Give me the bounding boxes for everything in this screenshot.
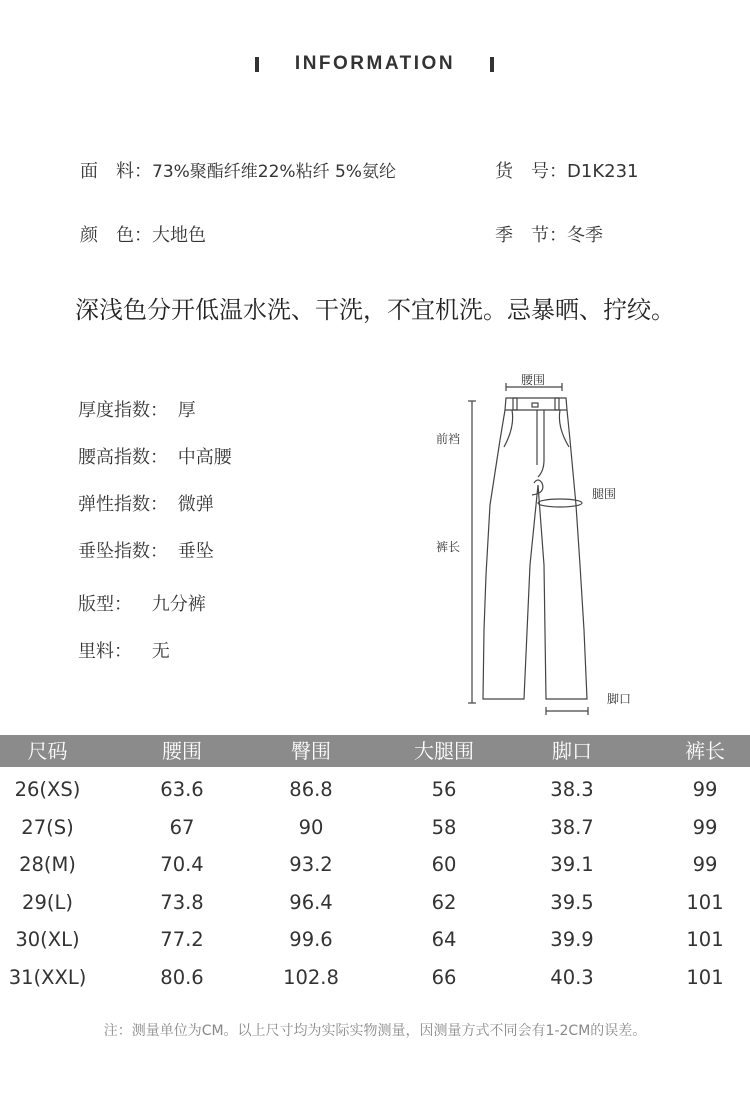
attr-label: 垂坠指数： <box>78 541 168 562</box>
thigh-label: 腿围 <box>592 487 617 501</box>
attr-label: 厚度指数： <box>78 400 168 421</box>
waistband <box>505 398 567 410</box>
cell-length: 101 <box>686 928 724 952</box>
attr-value: 无 <box>151 641 170 662</box>
cell-length: 101 <box>686 965 724 989</box>
table-row <box>0 809 750 847</box>
col-header-size: 尺码 <box>27 739 68 763</box>
table-row <box>0 959 750 997</box>
attr-lining <box>78 637 170 663</box>
cell-size: 30(XL) <box>15 928 80 952</box>
table-row <box>0 921 750 959</box>
cell-waist: 80.6 <box>160 965 204 989</box>
pants-outline <box>483 410 587 699</box>
title-bar-left <box>255 57 259 72</box>
cell-waist: 67 <box>169 815 195 839</box>
cell-length: 99 <box>692 815 718 839</box>
cell-hip: 102.8 <box>283 965 339 989</box>
attr-fit <box>78 590 206 616</box>
season-label: 季 节： <box>495 225 567 246</box>
cell-waist: 77.2 <box>160 928 204 952</box>
cell-hem: 39.5 <box>550 890 594 914</box>
season-value: 冬季 <box>567 225 603 246</box>
cell-hem: 40.3 <box>550 965 594 989</box>
cell-size: 31(XXL) <box>8 965 87 989</box>
attr-label: 版型： <box>78 594 132 615</box>
cell-hip: 86.8 <box>289 778 333 801</box>
pants-diagram <box>420 365 650 720</box>
cell-thigh: 60 <box>431 853 457 877</box>
cell-thigh: 62 <box>431 890 457 914</box>
season-info <box>495 221 603 247</box>
care-instructions: 深浅色分开低温水洗、干洗，不宜机洗。忌暴晒、拧绞。 <box>75 296 675 324</box>
attr-label: 弹性指数： <box>78 494 168 515</box>
table-row <box>0 771 750 809</box>
cell-hip: 93.2 <box>289 853 333 877</box>
attr-drape <box>78 537 214 563</box>
left-pocket <box>504 410 513 447</box>
attr-label: 腰高指数： <box>78 447 168 468</box>
attr-value: 微弹 <box>177 494 214 515</box>
title-bar-right <box>490 57 494 72</box>
cell-size: 29(L) <box>22 890 73 914</box>
color-info <box>80 221 206 247</box>
fabric-label: 面 料： <box>80 161 152 182</box>
length-label: 裤长 <box>436 540 461 554</box>
attr-label: 里料： <box>78 641 132 662</box>
attr-value: 九分裤 <box>151 594 206 615</box>
attr-value: 中高腰 <box>177 447 232 468</box>
size-table <box>0 735 750 997</box>
cell-length: 99 <box>692 778 718 801</box>
cell-size: 27(S) <box>21 815 74 839</box>
sku-label: 货 号： <box>495 161 567 182</box>
waist-label: 腰围 <box>521 373 546 387</box>
cell-size: 26(XS) <box>14 778 81 801</box>
belt-loop <box>513 398 517 410</box>
cell-hem: 39.9 <box>550 928 594 952</box>
cell-length: 99 <box>692 853 718 877</box>
measurement-note: 注：测量单位为CM。以上尺寸均为实际实物测量，因测量方式不同会有1-2CM的误差。 <box>103 1023 647 1039</box>
fabric-info <box>80 157 396 183</box>
col-header-length: 裤长 <box>685 739 725 763</box>
belt-loop <box>555 398 559 410</box>
cell-thigh: 56 <box>431 778 457 801</box>
color-value: 大地色 <box>152 225 206 246</box>
cell-hip: 96.4 <box>289 890 333 914</box>
cell-waist: 73.8 <box>160 890 204 914</box>
sku-info <box>495 157 638 183</box>
cell-hip: 90 <box>298 815 324 839</box>
table-header <box>0 735 750 767</box>
cell-waist: 63.6 <box>160 778 204 801</box>
cell-thigh: 58 <box>431 815 457 839</box>
col-header-hip: 臀围 <box>291 739 331 763</box>
table-row <box>0 846 750 884</box>
cell-hem: 39.1 <box>550 853 594 877</box>
cell-hem: 38.7 <box>550 815 594 839</box>
col-header-hem: 脚口 <box>552 739 592 763</box>
cell-length: 101 <box>686 890 724 914</box>
attr-thickness <box>78 396 196 422</box>
cell-hip: 99.6 <box>289 928 333 952</box>
cell-waist: 70.4 <box>160 853 204 877</box>
cell-size: 28(M) <box>19 853 76 877</box>
sku-value: D1K231 <box>567 161 639 182</box>
col-header-waist: 腰围 <box>162 739 202 763</box>
cell-thigh: 64 <box>431 928 457 952</box>
cell-thigh: 66 <box>431 965 457 989</box>
attr-elasticity <box>78 490 214 516</box>
hem-label: 脚口 <box>607 692 632 706</box>
attr-value: 厚 <box>177 400 196 421</box>
color-label: 颜 色： <box>80 225 152 246</box>
front-rise-label: 前裆 <box>436 432 461 446</box>
cell-hem: 38.3 <box>550 778 594 801</box>
fly-stitch <box>538 410 544 477</box>
table-row <box>0 884 750 922</box>
col-header-thigh: 大腿围 <box>414 739 474 763</box>
fabric-value: 73%聚酯纤维22%粘纤 5%氨纶 <box>152 162 396 182</box>
attr-value: 垂坠 <box>177 541 214 562</box>
page-title: INFORMATION <box>294 53 456 74</box>
attr-waist-height <box>78 443 232 469</box>
button <box>532 403 538 407</box>
